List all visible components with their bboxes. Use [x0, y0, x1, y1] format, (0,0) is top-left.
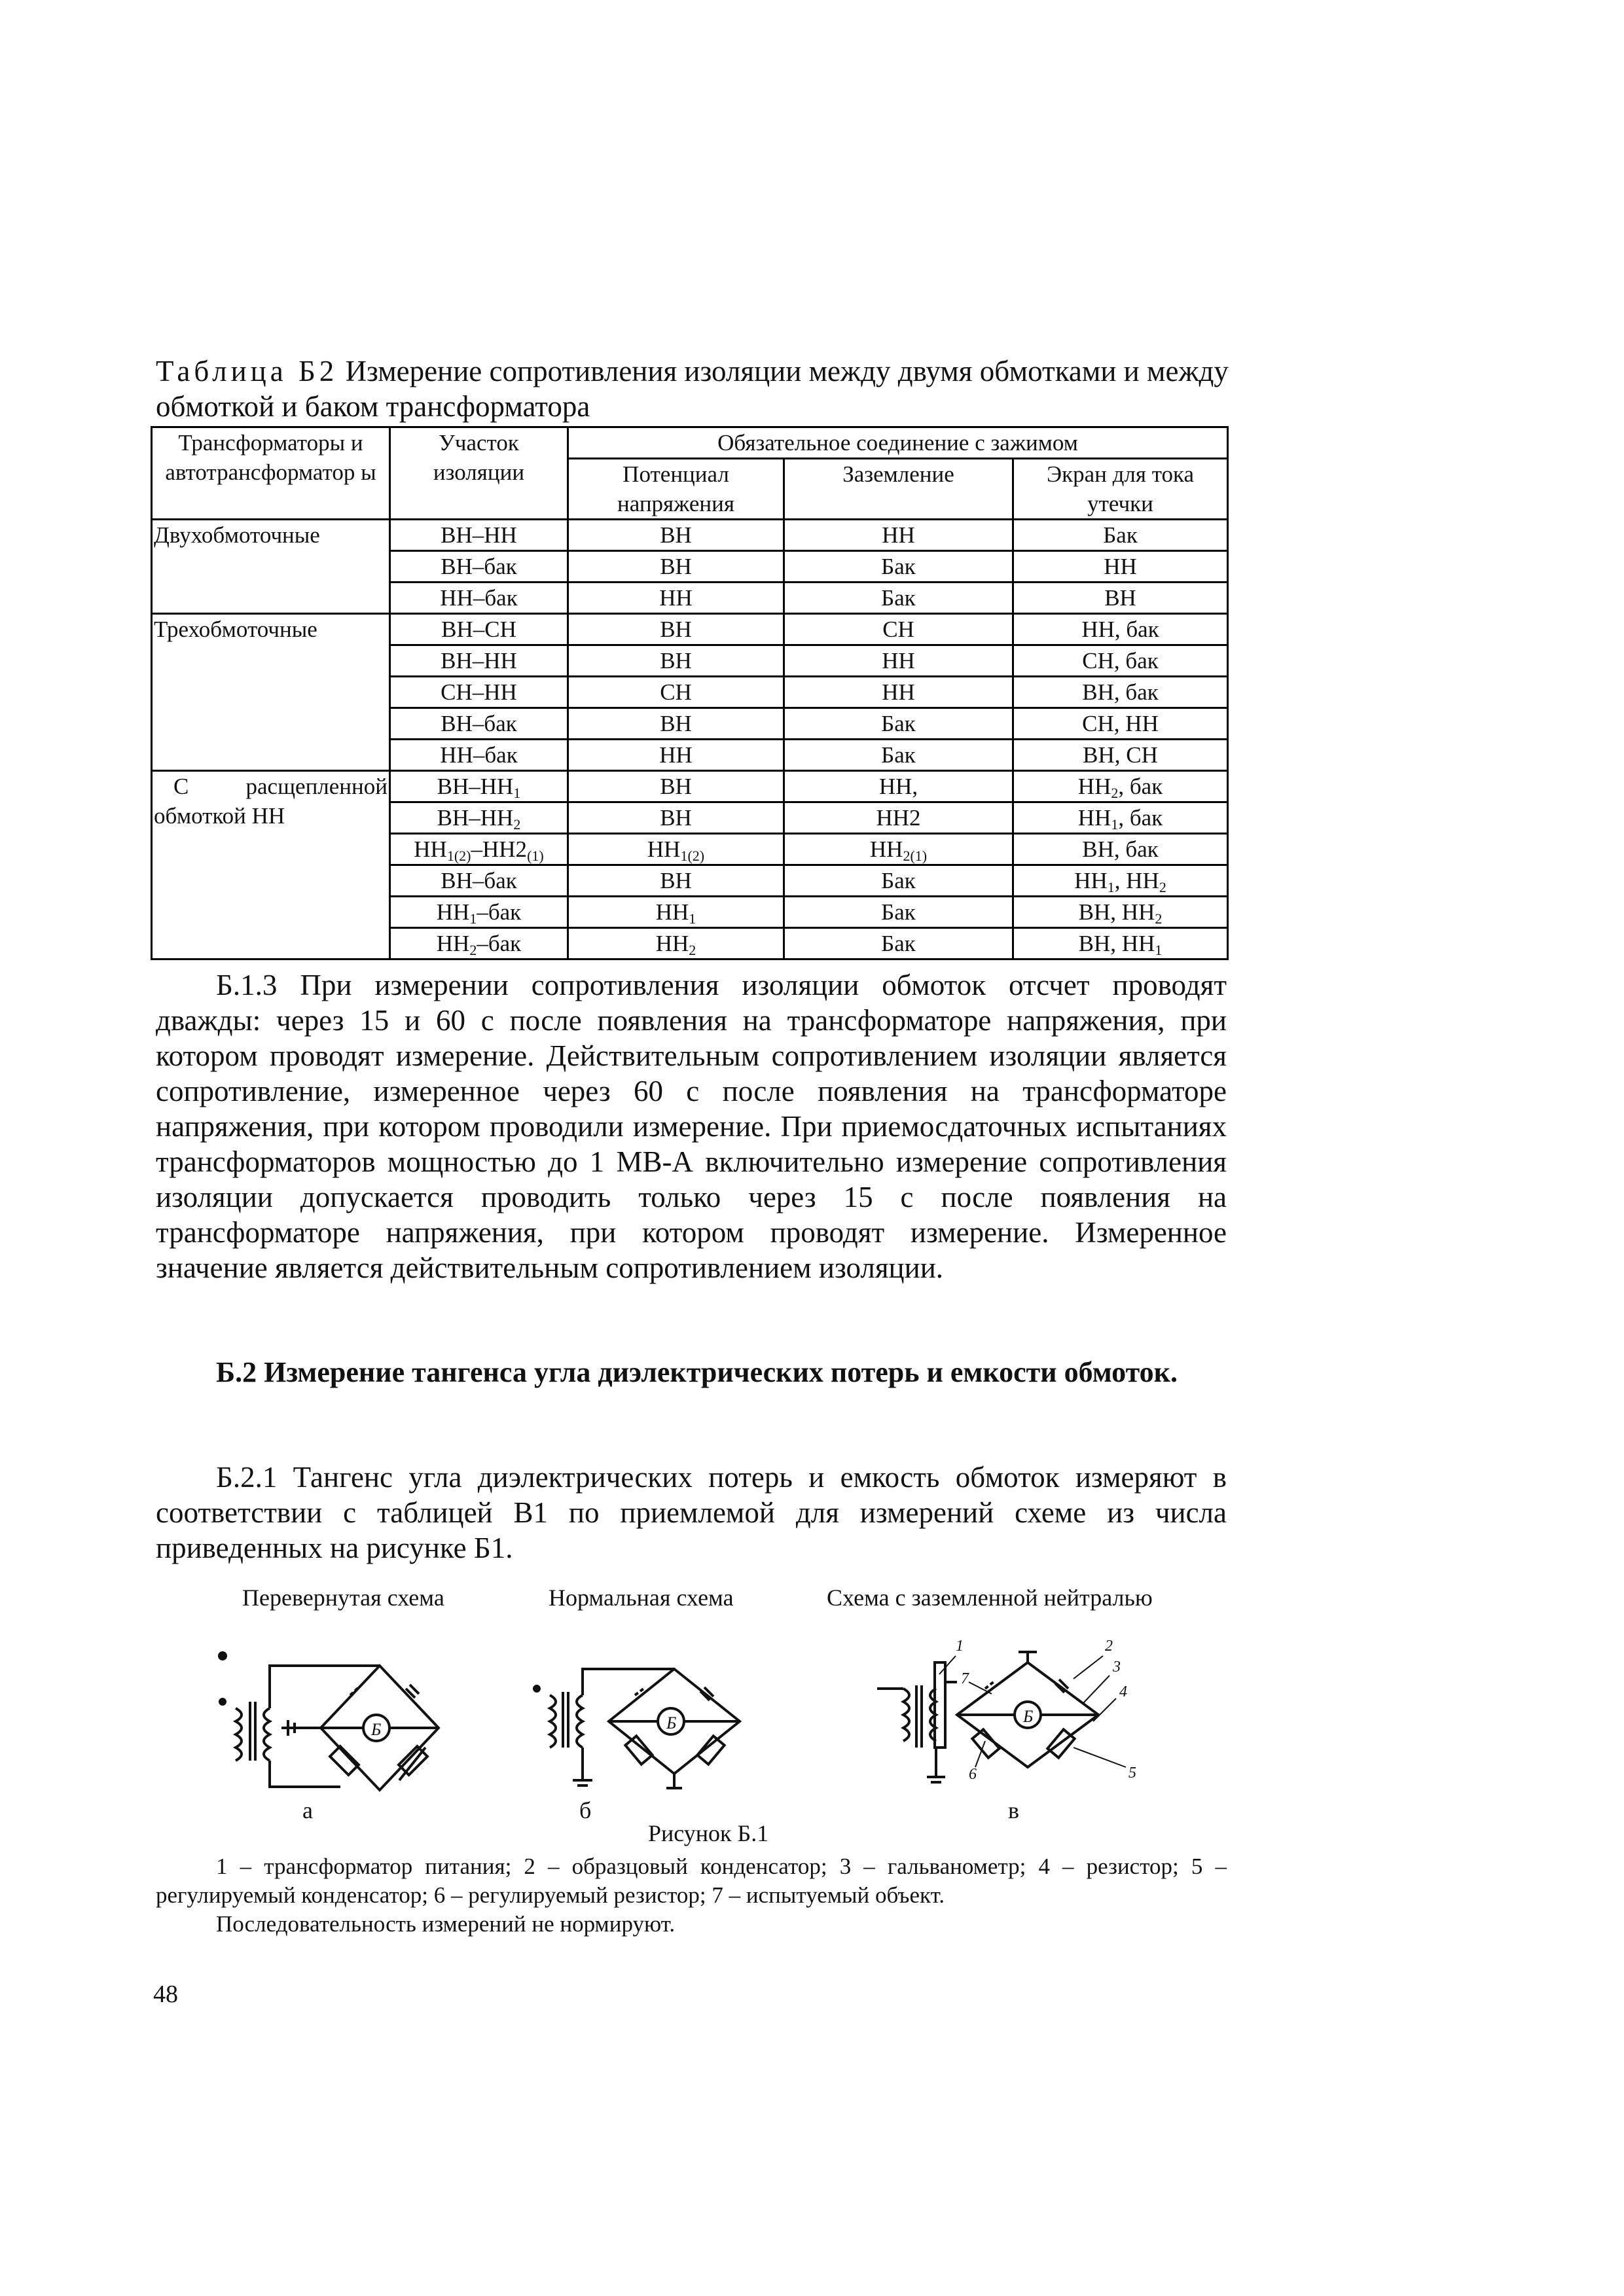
ground-cell: $НН_{2(1)}$ — [784, 834, 1013, 865]
callout-3: 3 — [1113, 1659, 1121, 1676]
figure-title-normal: Нормальная схема — [549, 1585, 734, 1611]
screen-cell: Бак — [1013, 520, 1228, 551]
potential-cell: ВН — [568, 771, 784, 802]
screen-cell: $НН_1$, бак — [1013, 802, 1228, 834]
potential-cell: ВН — [568, 520, 784, 551]
schematic-normal — [517, 1649, 779, 1800]
figure-title-inverted: Перевернутая схема — [242, 1585, 444, 1611]
table-caption-label: Таблица Б2 — [156, 355, 338, 387]
ground-cell: НН — [784, 677, 1013, 708]
header-potential: Потенциал напряжения — [568, 459, 784, 520]
measurement-note: Последовательность измерений не нормируют. — [216, 1911, 676, 1937]
header-section: Участок изоляции — [390, 427, 568, 520]
header-ground: Заземление — [784, 459, 1013, 520]
ground-cell: НН — [784, 645, 1013, 677]
callout-7: 7 — [961, 1670, 969, 1687]
potential-cell: СН — [568, 677, 784, 708]
header-transformers: Трансформаторы и автотрансформатор ы — [152, 427, 390, 520]
table-row — [152, 614, 1228, 645]
ground-cell: Бак — [784, 897, 1013, 928]
potential-cell: ВН — [568, 614, 784, 645]
screen-cell: НН — [1013, 551, 1228, 583]
insulation-section-cell: НН–бак — [390, 740, 568, 771]
potential-cell: $НН_1$ — [568, 897, 784, 928]
transformer-type-cell: Трехобмоточные — [152, 614, 390, 771]
page-number: 48 — [153, 1981, 178, 2008]
screen-cell: ВН — [1013, 583, 1228, 614]
insulation-section-cell: $ВН-НН_2$ — [390, 802, 568, 834]
ground-cell: НН — [784, 520, 1013, 551]
ground-cell: Бак — [784, 583, 1013, 614]
ground-cell: НН, — [784, 771, 1013, 802]
ground-cell: Бак — [784, 865, 1013, 897]
header-screen: Экран для тока утечки — [1013, 459, 1228, 520]
galvanometer-label-a: Б — [371, 1720, 382, 1739]
table-caption-text: Измерение сопротивления изоляции между двумя обмотками и между обмоткой и баком трансформатора — [156, 355, 1229, 423]
insulation-section-cell: ВН–бак — [390, 551, 568, 583]
potential-cell: $НН_{1(2)}$ — [568, 834, 784, 865]
galvanometer-label-c: Б — [1023, 1707, 1034, 1726]
figure-legend-text: 1 – трансформатор питания; 2 – образцовый конденсатор; 3 – гальванометр; 4 – резистор; 5 – регулируемый конденсатор; 6 – регулируемый резистор; 7 – испытуемый объект. — [156, 1854, 1227, 1908]
potential-cell: ВН — [568, 708, 784, 740]
callout-1: 1 — [956, 1638, 964, 1655]
transformer-type-cell: С расщепленной обмоткой НН — [152, 771, 390, 960]
screen-cell: ВН, $НН_2$ — [1013, 897, 1228, 928]
figure-sublabel-c: в — [1008, 1797, 1019, 1823]
table-caption — [156, 353, 1229, 424]
screen-cell: СН, бак — [1013, 645, 1228, 677]
paragraph-b21 — [156, 1460, 1227, 1566]
screen-cell: ВН, СН — [1013, 740, 1228, 771]
ground-cell: НН2 — [784, 802, 1013, 834]
insulation-section-cell: НН–бак — [390, 583, 568, 614]
table-row — [152, 771, 1228, 802]
figure-sublabel-b: б — [579, 1797, 592, 1823]
insulation-section-cell: $НН_2$–бак — [390, 928, 568, 960]
ground-cell: Бак — [784, 928, 1013, 960]
insulation-section-cell: ВН–бак — [390, 708, 568, 740]
table-row — [152, 520, 1228, 551]
ground-cell: Бак — [784, 708, 1013, 740]
insulation-table — [151, 426, 1229, 960]
potential-cell: ВН — [568, 865, 784, 897]
paragraph-b13 — [156, 967, 1227, 1285]
potential-cell: НН — [568, 583, 784, 614]
paragraph-b13-text: Б.1.3 При измерении сопротивления изоляции обмоток отсчет проводят дважды: через 15 и 60 с после появления на трансформаторе напряжения, при котором проводят измерение. Действительным сопротивлением изоляции является сопротивление, измеренное через 60 с после появления на трансформаторе напряжения, при котором проводили измерение. При приемосдаточных испытаниях трансформаторов мощностью до 1 МВ-А включительно измерение сопротивления изоляции допускается проводить только через 15 с после появления на трансформаторе напряжения, при котором проводят измерение. Измеренное значение является действительным сопротивлением изоляции. — [156, 969, 1227, 1284]
callout-6: 6 — [969, 1766, 977, 1783]
insulation-section-cell: $ВН-НН_1$ — [390, 771, 568, 802]
screen-cell: $НН_2$, бак — [1013, 771, 1228, 802]
screen-cell: ВН, бак — [1013, 677, 1228, 708]
header-group: Обязательное соединение с зажимом — [568, 427, 1228, 459]
schematic-inverted — [209, 1630, 497, 1800]
figure-sublabel-a: а — [302, 1797, 313, 1823]
potential-cell: ВН — [568, 645, 784, 677]
ground-cell: СН — [784, 614, 1013, 645]
insulation-section-cell: ВН–НН — [390, 520, 568, 551]
figure-legend — [156, 1852, 1227, 1939]
screen-cell: ВН, $НН_1$ — [1013, 928, 1228, 960]
potential-cell: ВН — [568, 551, 784, 583]
insulation-section-cell: СН–НН — [390, 677, 568, 708]
galvanometer-label-b: Б — [666, 1713, 677, 1732]
insulation-section-cell: ВН–бак — [390, 865, 568, 897]
ground-cell: Бак — [784, 551, 1013, 583]
potential-cell: НН — [568, 740, 784, 771]
table-body — [152, 520, 1228, 960]
screen-cell: СН, НН — [1013, 708, 1228, 740]
screen-cell: ВН, бак — [1013, 834, 1228, 865]
section-heading-b2: Б.2 Измерение тангенса угла диэлектрических потерь и емкости обмоток. — [216, 1356, 1178, 1388]
callout-4: 4 — [1119, 1683, 1127, 1700]
paragraph-b21-text: Б.2.1 Тангенс угла диэлектрических потерь и емкость обмоток измеряют в соответствии с таблицей В1 по приемлемой для измерений схеме из числа приведенных на рисунке Б1. — [156, 1461, 1227, 1564]
ground-cell: Бак — [784, 740, 1013, 771]
insulation-section-cell: $НН_1$–бак — [390, 897, 568, 928]
insulation-section-cell: ВН–СН — [390, 614, 568, 645]
callout-2: 2 — [1105, 1638, 1113, 1655]
figure-caption: Рисунок Б.1 — [648, 1820, 769, 1846]
transformer-type-cell: Двухобмоточные — [152, 520, 390, 614]
potential-cell: $НН_2$ — [568, 928, 784, 960]
insulation-section-cell: $НН_{1(2)}-НН2_{(1)}$ — [390, 834, 568, 865]
screen-cell: НН, бак — [1013, 614, 1228, 645]
screen-cell: $НН_1$, $НН_2$ — [1013, 865, 1228, 897]
potential-cell: ВН — [568, 802, 784, 834]
insulation-section-cell: ВН–НН — [390, 645, 568, 677]
callout-5: 5 — [1128, 1765, 1136, 1782]
figure-title-grounded: Схема с заземленной нейтралью — [827, 1585, 1153, 1611]
